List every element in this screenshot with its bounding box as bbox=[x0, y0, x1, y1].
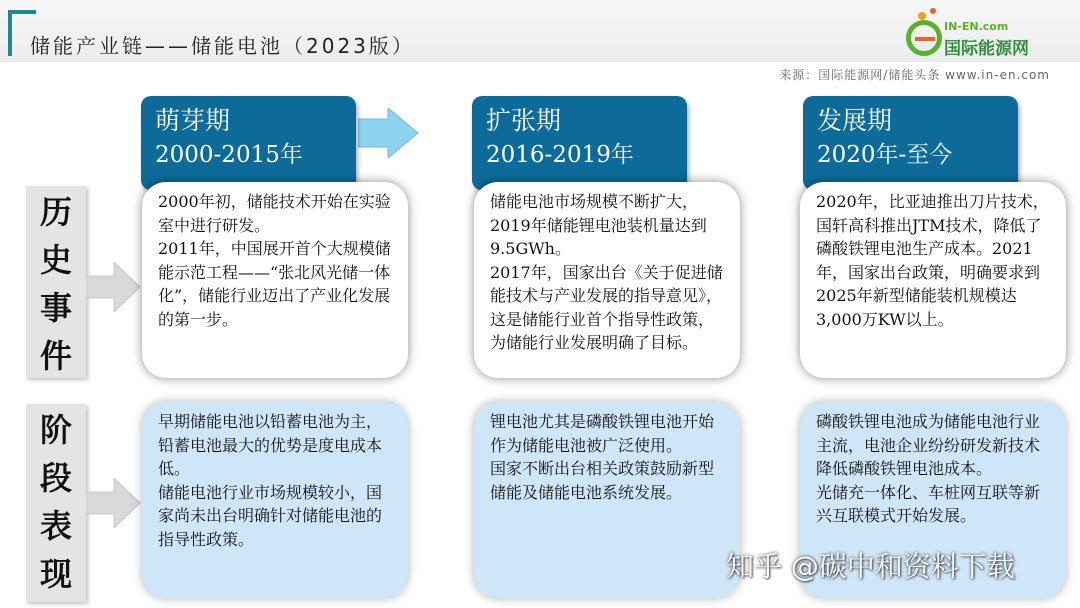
phase-header-sprout bbox=[141, 96, 356, 190]
phase-years: 2020年-至今 bbox=[817, 142, 953, 168]
history-card-sprout: 2000年初，储能技术开始在实验室中进行研发。 2011年，中国展开首个大规模储能示范工程——“张北风光储一体化”，储能行业迈出了产业化发展的第一步。 bbox=[142, 182, 408, 378]
logo-en-text: IN-EN.com bbox=[944, 20, 1009, 33]
phase-name: 萌芽期 bbox=[155, 106, 231, 135]
row-label-history: 历 史 事 件 bbox=[26, 186, 86, 378]
logo-e-icon bbox=[906, 20, 942, 56]
phase-name: 发展期 bbox=[817, 106, 893, 135]
phase-years: 2000-2015年 bbox=[155, 142, 303, 168]
history-card-development: 2020年，比亚迪推出刀片技术，国轩高科推出JTM技术，降低了磷酸铁锂电池生产成本。2021年，国家出台政策，明确要求到2025年新型储能装机规模达3,000万KW以上。 bbox=[800, 182, 1066, 378]
title-accent-corner bbox=[12, 10, 36, 14]
stage-arrow-icon bbox=[86, 478, 142, 528]
watermark: 知乎 @碳中和资料下载 bbox=[726, 550, 1015, 583]
page-title: 储能产业链——储能电池（2023版） bbox=[30, 34, 415, 58]
source-note: 来源：国际能源网/储能头条 www.in-en.com bbox=[779, 68, 1050, 82]
phase-header-expansion bbox=[472, 96, 687, 190]
phase-years: 2016-2019年 bbox=[486, 142, 634, 168]
in-en-logo bbox=[906, 18, 1056, 62]
stage-card-development: 磷酸铁锂电池成为储能电池行业主流，电池企业纷纷研发新技术降低磷酸铁锂电池成本。 光储充一体化、车桩网互联等新兴互联模式开始发展。 bbox=[800, 402, 1066, 598]
phase-header-development bbox=[803, 96, 1018, 190]
stage-card-expansion: 锂电池尤其是磷酸铁锂电池开始作为储能电池被广泛使用。 国家不断出台相关政策鼓励新型储能及储能电池系统发展。 bbox=[474, 402, 740, 598]
phase-name: 扩张期 bbox=[486, 106, 562, 135]
logo-cn-text: 国际能源网 bbox=[944, 39, 1029, 59]
history-card-expansion: 储能电池市场规模不断扩大，2019年储能锂电池装机量达到9.5GWh。 2017年，国家出台《关于促进储能技术与产业发展的指导意见》，这是储能行业首个指导性政策，为储能行业发展明确了目标。 bbox=[474, 182, 740, 378]
history-arrow-icon bbox=[86, 262, 142, 312]
phase-arrow-icon bbox=[358, 108, 420, 158]
title-accent-bar bbox=[8, 10, 12, 56]
stage-card-sprout: 早期储能电池以铅蓄电池为主，铅蓄电池最大的优势是度电成本低。 储能电池行业市场规模较小，国家尚未出台明确针对储能电池的指导性政策。 bbox=[142, 402, 408, 598]
row-label-stage: 阶 段 表 现 bbox=[26, 404, 86, 602]
